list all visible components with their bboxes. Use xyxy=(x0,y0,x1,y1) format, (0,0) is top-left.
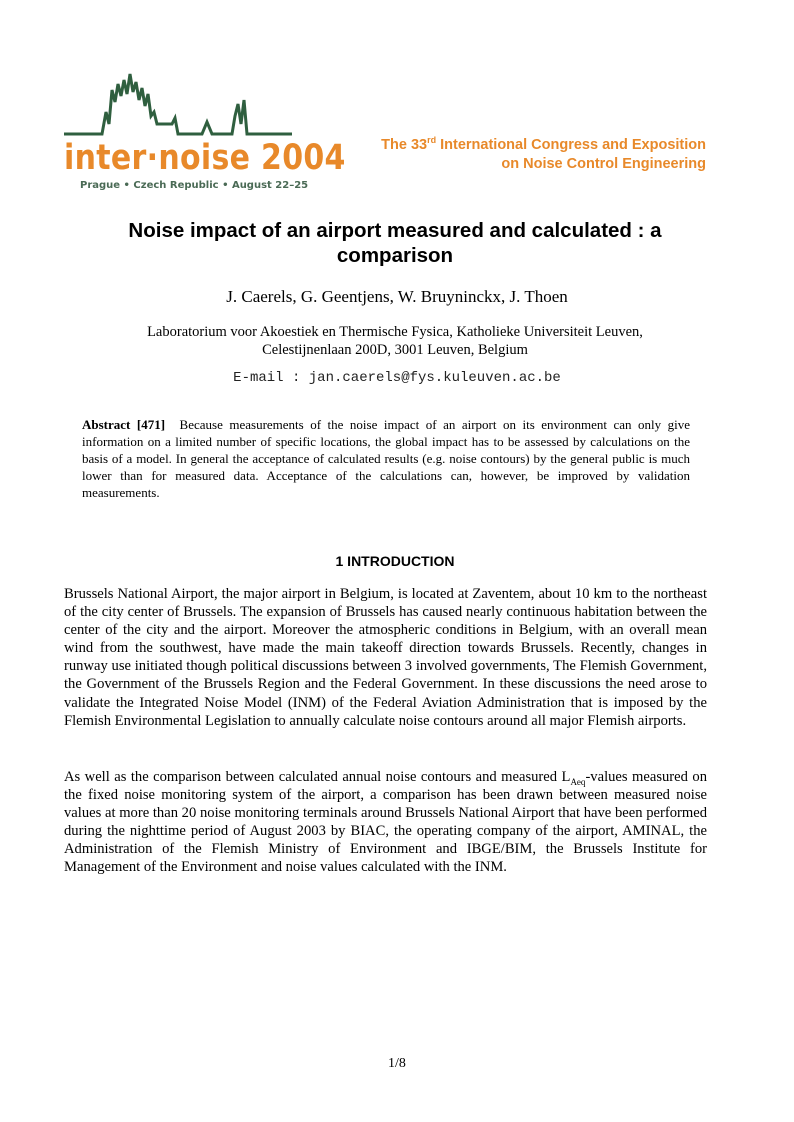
page-number: 1/8 xyxy=(388,1056,406,1071)
affiliation-line1: Laboratorium voor Akoestiek en Thermische Fysica, Katholieke Universiteit Leuven, xyxy=(147,324,643,340)
intro-paragraph-1: Brussels National Airport, the major airport in Belgium, is located at Zaventem, about 10 km to the northeast of the city center of Brussels. The expansion of Brussels has caused nearly continuous habitation between the center of the city and the airport. Moreover the atmospheric conditions in Belgium, with an overall mean wind from the southwest, have made the main takeoff direction towards Brussels. Recently, changes in runway use initiated though political discussions between 3 involved governments, The Flemish Government, the Government of the Brussels Region and the Federal Government. In these discussions the need arose to validate the Integrated Noise Model (INM) of the Federal Aviation Administration that is imposed by the Flemish Environmental Legislation to annually calculate noise contours around all major Flemish airports. xyxy=(64,586,707,729)
affiliation xyxy=(80,323,710,359)
section-heading: 1 INTRODUCTION xyxy=(335,553,455,569)
abstract-text: Because measurements of the noise impact of an airport on its environment can only give information on a limited number of specific locations, the global impact has to be assessed by calculations on the basis of a model. In general the acceptance of calculated results (e.g. noise contours) by the general public is much lower than for measured data. Acceptance of the calculations can, however, be improved by validation measurements. xyxy=(82,417,690,500)
para2-end: -values measured on the fixed noise monitoring system of the airport, a comparison has been drawn between measured noise values at more than 20 noise monitoring terminals around Brussels National Airport that have been performed during the nighttime period of August 2003 by BIAC, the operating company of the airport, AMINAL, the Administration of the Flemish Ministry of Environment and IBGE/BIM, the Brussels Institute for Management of the Environment and noise values calculated with the INM. xyxy=(64,769,707,876)
affiliation-line2: Celestijnenlaan 200D, 3001 Leuven, Belgium xyxy=(262,342,528,358)
conference-name xyxy=(381,136,706,174)
conference-line1-end: International Congress and Exposition xyxy=(436,137,706,153)
conference-logo xyxy=(62,72,346,194)
paper-title: Noise impact of an airport measured and calculated : a comparison xyxy=(128,219,662,267)
authors: J. Caerels, G. Geentjens, W. Bruyninckx, J. Thoen xyxy=(226,287,568,306)
conference-line1-start: The 33 xyxy=(381,137,428,153)
logo-tagline: Prague • Czech Republic • August 22–25 xyxy=(80,180,309,191)
laeq-subscript: Aeq xyxy=(570,776,586,787)
abstract-label: Abstract [471] xyxy=(82,417,166,432)
abstract xyxy=(82,416,690,501)
logo-wordmark: inter·noise 2004 xyxy=(64,138,346,179)
intro-paragraph-2 xyxy=(64,768,707,877)
author-email: E-mail : jan.caerels@fys.kuleuven.ac.be xyxy=(233,370,561,386)
conference-ordinal: rd xyxy=(427,135,437,146)
para2-start: As well as the comparison between calculated annual noise contours and measured L xyxy=(64,769,571,785)
conference-line2: on Noise Control Engineering xyxy=(501,156,706,172)
skyline-noise-line-icon xyxy=(62,72,294,142)
